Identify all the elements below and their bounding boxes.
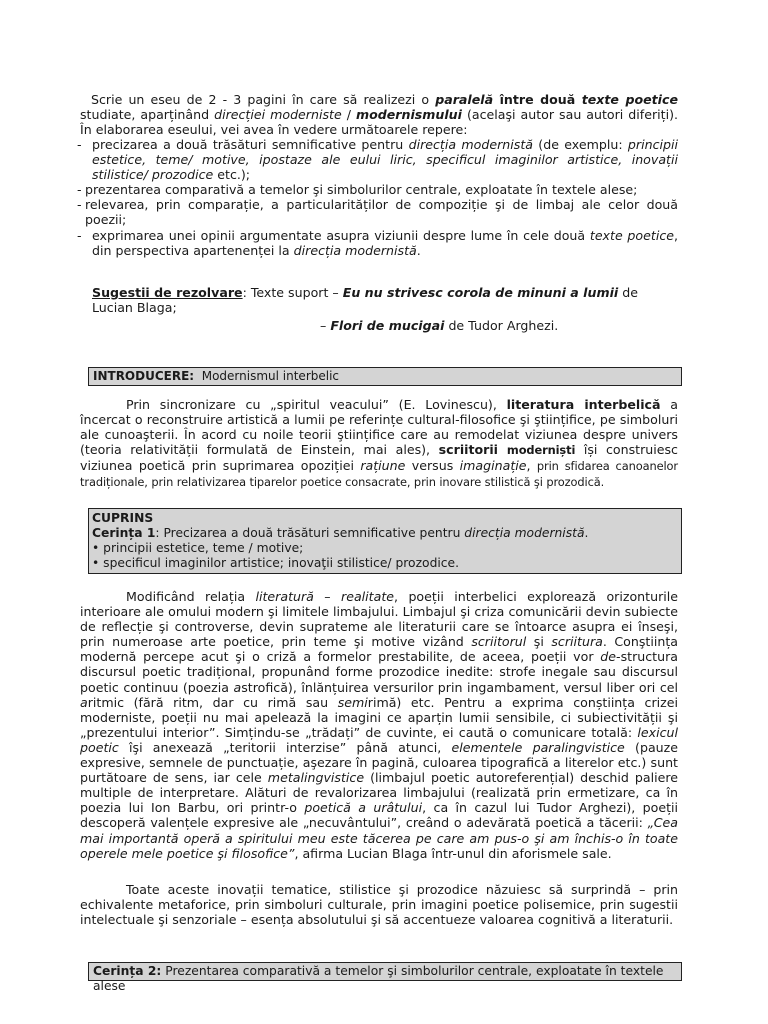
suggestions-line: Sugestii de rezolvare: Texte suport – Eu nu strivesc corola de minuni a lumii de Lucian Blaga; [92, 285, 638, 316]
text2-title: Flori de mucigai [330, 318, 445, 333]
cerinta2-label: Cerința 2: [93, 964, 162, 978]
requirement-item: - precizarea a două trăsături semnificative pentru direcția modernistă (de exemplu: principii estetice, teme/ motive, ipostaze ale eului liric, specificul imaginilor artistice, inovații stilistice/ prozodice etc.); [77, 137, 678, 183]
requirement-item: - exprimarea unei opinii argumentate asupra viziunii despre lume în cele două texte poetice, din perspectiva apartenenței la direcția modernistă. [77, 227, 679, 258]
body-paragraph-2: Toate aceste inovații tematice, stilistice şi prozodice năzuiesc să surprindă – prin echivalente metaforice, prin simboluri culturale, prin imagini poetice polisemice, prin sugestii intelectuale şi senzoriale – esența absolutului şi să accentueze valoarea cognitivă a literaturii. [80, 882, 678, 928]
requirement-item: - relevarea, prin comparație, a particularităților de compoziție şi de limbaj ale celor două poezii; [77, 197, 678, 228]
suggestions-line-2: – Flori de mucigai de Tudor Arghezi. [320, 318, 559, 333]
cuprins-heading: CUPRINS [92, 511, 154, 525]
cerinta1-label: Cerința 1 [92, 526, 156, 540]
cuprins-box: CUPRINS Cerința 1: Precizarea a două trăsături semnificative pentru direcția modernistă. • principii estetice, teme / motive; • specificul imaginilor artistice; inovaţii stilistice/ prozodice. [88, 508, 682, 574]
suggestions-label: Sugestii de rezolvare [92, 285, 243, 300]
requirement-item: - prezentarea comparativă a temelor şi simbolurilor centrale, exploatate în textele alese; [77, 182, 638, 198]
cuprins-item: • principii estetice, teme / motive; [92, 541, 304, 555]
body-paragraph-1: Modificând relația literatură – realitate, poeții interbelici explorează orizonturile interioare ale omului modern şi limitele limbajului. Limbajul şi criza comunicării devin subiecte de reflecție şi controverse, devin supratеme ale literaturii care se întoarce asupra ei însеşi, prin numeroase arte poetice, prin teme şi motive vizând scriitorul şi scriitura. Conştiința modernă percepe acut şi o criză a formelor prestabilite, de aceea, poeții vor de-structura discursul poetic tradițional, propunând forme prozodice inedite: strofe inegale sau discursul poetic continuu (poezia astrofică), înlănțuirea versurilor prin ingambament, versul liber ori cel aritmic (fără ritm, dar cu rimă sau semirimă) etc. Pentru a exprima conștiința crizei moderniste, poeții nu mai apelează la imagini ce aparțin lumii sensibile, ci subiectivității şi „prezentului interior”. Simțindu-se „trădați” de cuvinte, ei caută o comunicare totală: lexicul poetic îşi anexează „teritorii interzise” până atunci, elementele paralingvistice (pauze expresive, semnele de punctuație, aşezare în pagină, culoarea tipografică a literelor etc.) sunt purtătoare de sens, iar cele metalingvistice (limbajul poetic autoreferențial) deschid paliere multiple de interpretare. Alături de revalorizarea limbajului (realizată prin ermetizare, ca în poezia lui Ion Barbu, ori printr-o poetică a urâtului, ca în cazul lui Tudor Arghezi), poeții descoperă valențele expresive ale „necuvântului”, creând o adevărată poetică a tăcerii: „Cea mai importantă operă a spiritului meu este tăcerea pe care am pus-o şi am închis-o în toate operele mele poetice şi filosofice”, afirma Lucian Blaga într-unul din aforismele sale. [80, 589, 679, 861]
cuprins-item: • specificul imaginilor artistice; inovaţii stilistice/ prozodice. [92, 556, 460, 570]
introducere-box: INTRODUCERE: Modernismul interbelic [88, 367, 682, 386]
cerinta2-box: Cerința 2: Prezentarea comparativă a temelor şi simbolurilor centrale, exploatate în textele alese [88, 962, 682, 981]
text1-title: Eu nu strivesc corola de minuni a lumii [342, 285, 619, 300]
requirements-list [77, 137, 678, 258]
introducere-paragraph: Prin sincronizare cu „spiritul veacului” (E. Lovinescu), literatura interbelică a încercat o reconstruire artistică a lumii pe referințe cultural-filosofice şi ştiințifice, pe simboluri ale cunoaşterii. În acord cu noile teorii ştiințifice care au remodelat viziunea despre univers (teoria relativității formulată de Einstein, mai ales), scriitorii moderniști își construiesc viziunea poetică prin suprimarea opoziției rațiune versus imaginație, prin sfidarea canoanelor tradiționale, prin relativizarea tiparelor poetice consacrate, prin inovare stilistică şi prozodică. [80, 397, 678, 490]
assignment-intro: Scrie un eseu de 2 - 3 pagini în care să realizezi o paralelă între două texte poetice studiate, aparținând direcției moderniste / modernismului (acelaşi autor sau autori diferiți). În elaborarea eseului, vei avea în vedere următoarele repere: [80, 92, 678, 138]
